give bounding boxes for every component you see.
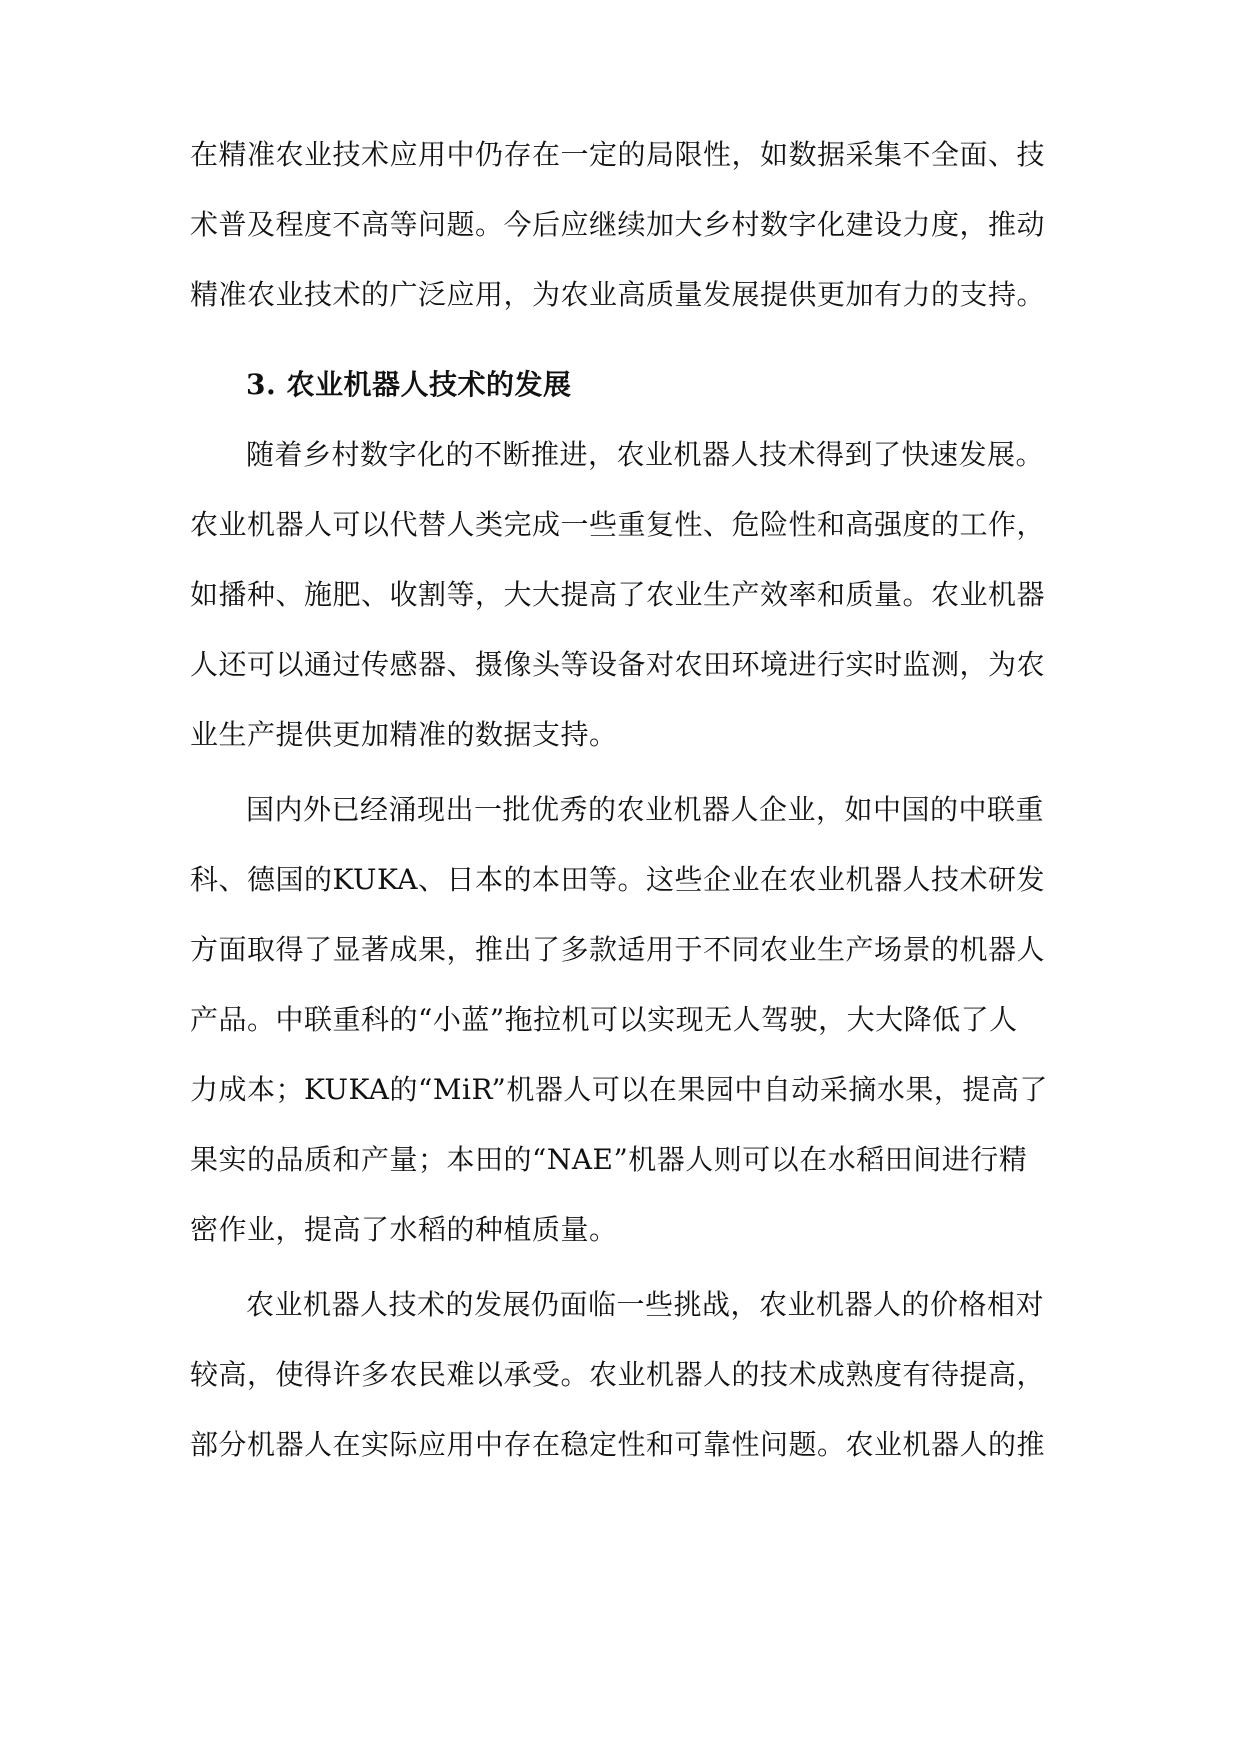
paragraph-3-line-1: 国内外已经涌现出一批优秀的农业机器人企业，如中国的中联重	[246, 793, 1045, 826]
paragraph-1-line-1: 在精准农业技术应用中仍存在一定的局限性，如数据采集不全面、技	[190, 138, 1046, 171]
paragraph-1-line-2: 术普及程度不高等问题。今后应继续加大乡村数字化建设力度，推动	[190, 208, 1046, 241]
paragraph-2-line-2: 农业机器人可以代替人类完成一些重复性、危险性和高强度的工作，	[190, 508, 1046, 541]
paragraph-4-line-1: 农业机器人技术的发展仍面临一些挑战，农业机器人的价格相对	[246, 1288, 1045, 1321]
paragraph-2-line-4: 人还可以通过传感器、摄像头等设备对农田环境进行实时监测，为农	[190, 648, 1046, 681]
paragraph-1-line-3: 精准农业技术的广泛应用，为农业高质量发展提供更加有力的支持。	[190, 278, 1046, 311]
paragraph-4-line-3: 部分机器人在实际应用中存在稳定性和可靠性问题。农业机器人的推	[190, 1428, 1046, 1461]
section-heading: 3. 农业机器人技术的发展	[246, 368, 572, 401]
paragraph-2-line-1: 随着乡村数字化的不断推进，农业机器人技术得到了快速发展。	[246, 438, 1045, 471]
paragraph-4-line-2: 较高，使得许多农民难以承受。农业机器人的技术成熟度有待提高，	[190, 1358, 1046, 1391]
paragraph-2-line-3: 如播种、施肥、收割等，大大提高了农业生产效率和质量。农业机器	[190, 578, 1046, 611]
paragraph-3-line-6: 果实的品质和产量；本田的“NAE”机器人则可以在水稻田间进行精	[190, 1143, 1028, 1176]
paragraph-3-line-7: 密作业，提高了水稻的种植质量。	[190, 1213, 618, 1246]
paragraph-3-line-3: 方面取得了显著成果，推出了多款适用于不同农业生产场景的机器人	[190, 933, 1046, 966]
paragraph-3-line-4: 产品。中联重科的“小蓝”拖拉机可以实现无人驾驶，大大降低了人	[190, 1003, 1018, 1036]
paragraph-3-line-2: 科、德国的KUKA、日本的本田等。这些企业在农业机器人技术研发	[190, 863, 1046, 896]
paragraph-3-line-5: 力成本；KUKA的“MiR”机器人可以在果园中自动采摘水果，提高了	[190, 1073, 1048, 1106]
paragraph-2-line-5: 业生产提供更加精准的数据支持。	[190, 718, 618, 751]
